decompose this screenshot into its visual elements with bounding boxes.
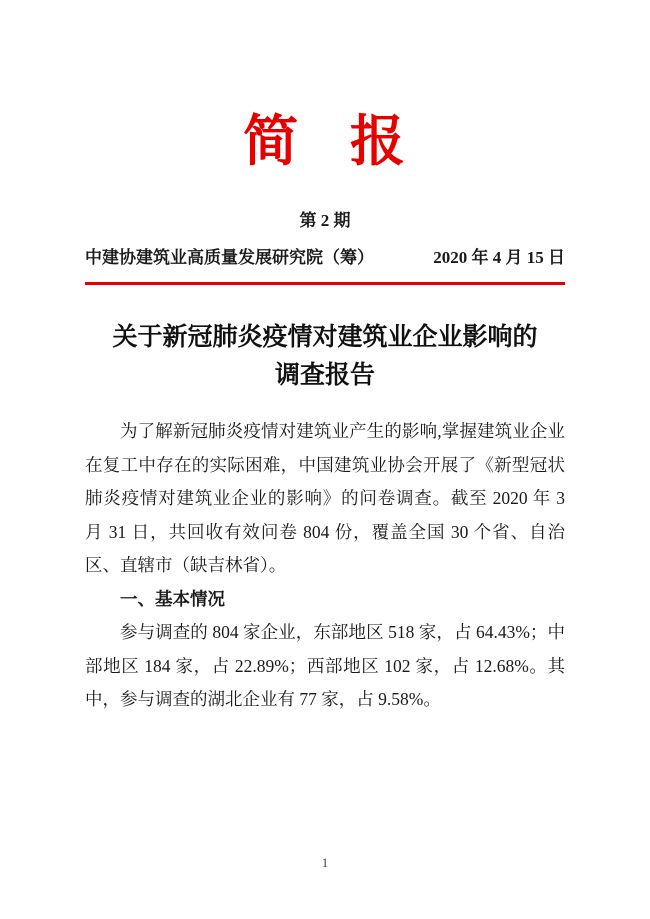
report-title-line-2: 调查报告 xyxy=(274,362,375,389)
document-body-2 xyxy=(85,616,565,717)
document-body xyxy=(85,415,565,583)
body-paragraph-2: 参与调查的 804 家企业，东部地区 518 家，占 64.43%；中部地区 184 家，占 22.89%；西部地区 102 家，占 12.68%。其中，参与调查的湖北企业有 77 家，占 9.58%。 xyxy=(85,622,565,709)
masthead-title: 简 报 xyxy=(243,111,407,172)
issuer-row xyxy=(85,246,565,270)
body-paragraph-1: 为了解新冠肺炎疫情对建筑业产生的影响,掌握建筑业企业在复工中存在的实际困难，中国建筑业协会开展了《新型冠状肺炎疫情对建筑业企业的影响》的问卷调查。截至 2020 年 3 月 31 日，共回收有效问卷 804 份，覆盖全国 30 个省、自治区、直辖市（缺吉林省）。 xyxy=(85,421,565,575)
issue-label: 第 2 期 xyxy=(299,211,351,230)
issue-date: 2020 年 4 月 15 日 xyxy=(433,248,565,267)
masthead-divider-line xyxy=(85,282,565,285)
issuer-name: 中建协建筑业高质量发展研究院（筹） xyxy=(85,248,374,267)
report-title-line-1: 关于新冠肺炎疫情对建筑业企业影响的 xyxy=(112,324,538,351)
page-number: 1 xyxy=(321,855,329,870)
report-title xyxy=(60,319,590,395)
section-heading-basic-situation: 一、基本情况 xyxy=(120,588,225,609)
